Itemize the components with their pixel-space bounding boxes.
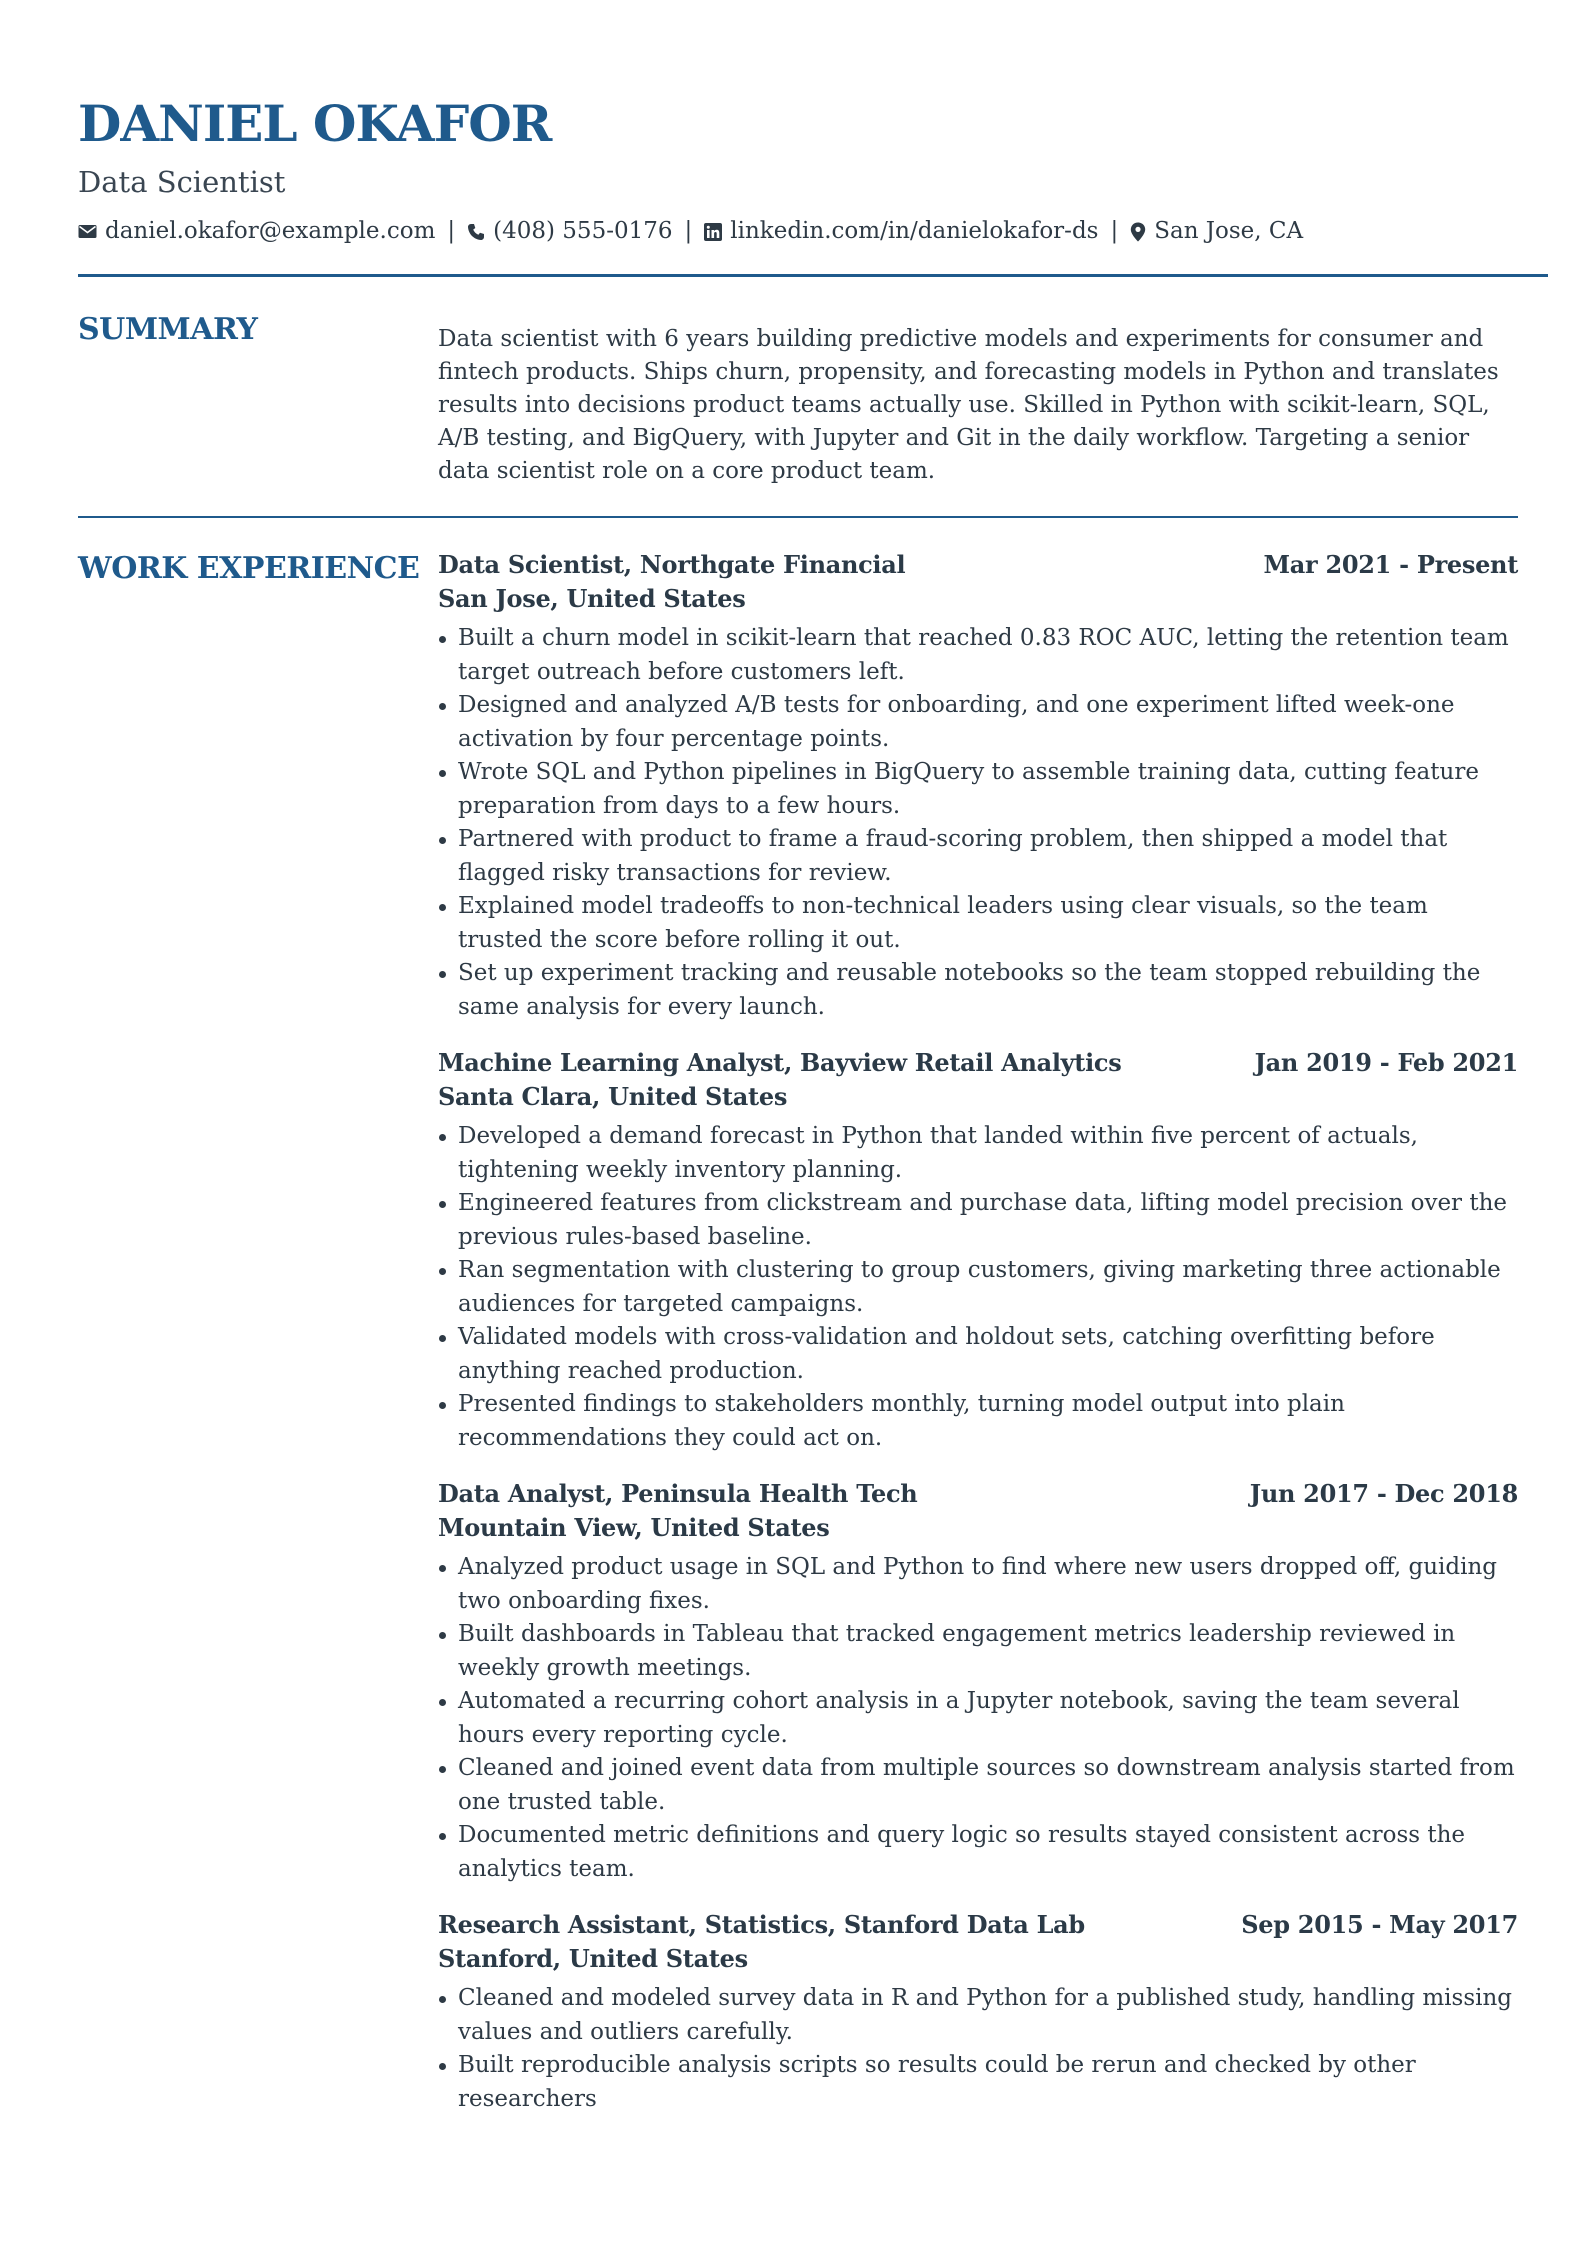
job-dates: Jan 2019 - Feb 2021 bbox=[1254, 1048, 1518, 1077]
job-bullets bbox=[438, 1120, 1518, 1455]
job-bullet: Set up experiment tracking and reusable notebooks so the team stopped rebuilding the same analysis for every launch. bbox=[438, 957, 1518, 1024]
job-bullet: Ran segmentation with clustering to group customers, giving marketing three actionable audiences for targeted campaigns. bbox=[438, 1254, 1518, 1321]
job-location: Stanford, United States bbox=[438, 1944, 748, 1973]
contact-linkedin-text: linkedin.com/in/danielokafor-ds bbox=[730, 217, 1099, 244]
contact-linkedin[interactable] bbox=[704, 218, 1098, 246]
job-bullet: Wrote SQL and Python pipelines in BigQuery to assemble training data, cutting feature preparation from days to a few hours. bbox=[438, 756, 1518, 823]
job-entry bbox=[438, 1046, 1518, 1455]
job-bullets bbox=[438, 622, 1518, 1024]
job-bullet: Analyzed product usage in SQL and Python to find where new users dropped off, guiding two onboarding fixes. bbox=[438, 1551, 1518, 1618]
contact-phone[interactable] bbox=[467, 218, 672, 246]
contact-phone-text: (408) 555-0176 bbox=[493, 217, 673, 244]
job-bullet: Validated models with cross-validation and holdout sets, catching overfitting before anything reached production. bbox=[438, 1321, 1518, 1388]
job-entry bbox=[438, 548, 1518, 1024]
job-bullet: Automated a recurring cohort analysis in a Jupyter notebook, saving the team several hours every reporting cycle. bbox=[438, 1685, 1518, 1752]
contact-email[interactable] bbox=[78, 218, 435, 246]
header-divider bbox=[78, 274, 1548, 277]
job-header bbox=[438, 1908, 1518, 1942]
job-location: San Jose, United States bbox=[438, 584, 746, 613]
contact-location-text: San Jose, CA bbox=[1154, 217, 1304, 244]
contact-location bbox=[1130, 218, 1303, 246]
job-bullet: Developed a demand forecast in Python that landed within five percent of actuals, tightening weekly inventory planning. bbox=[438, 1120, 1518, 1187]
job-bullets bbox=[438, 1551, 1518, 1886]
job-dates: Mar 2021 - Present bbox=[1263, 550, 1518, 579]
contact-email-text: daniel.okafor@example.com bbox=[105, 217, 436, 244]
job-header bbox=[438, 548, 1518, 582]
contact-separator: | bbox=[1110, 217, 1119, 244]
envelope-icon bbox=[78, 224, 97, 239]
job-bullet: Presented findings to stakeholders monthly, turning model output into plain recommendations they could act on. bbox=[438, 1388, 1518, 1455]
job-bullet: Built reproducible analysis scripts so results could be rerun and checked by other researchers bbox=[438, 2049, 1518, 2116]
job-title: Research Assistant, Statistics, Stanford Data Lab bbox=[438, 1910, 1085, 1939]
job-bullet: Built a churn model in scikit-learn that reached 0.83 ROC AUC, letting the retention team target outreach before customers left. bbox=[438, 622, 1518, 689]
job-bullet: Cleaned and modeled survey data in R and Python for a published study, handling missing values and outliers carefully. bbox=[438, 1982, 1518, 2049]
job-header bbox=[438, 1046, 1518, 1080]
resume-header bbox=[78, 96, 1548, 245]
work-experience-list bbox=[438, 548, 1518, 2138]
job-location: Santa Clara, United States bbox=[438, 1082, 788, 1111]
summary-text: Data scientist with 6 years building predictive models and experiments for consumer and fintech products. Ships churn, propensity, and forecasting models in Python and translates results into decisions product teams actually use. Skilled in Python with scikit-learn, SQL, A/B testing, and BigQuery, with Jupyter and Git in the daily workflow. Targeting a senior data scientist role on a core product team. bbox=[438, 326, 1499, 484]
phone-icon bbox=[467, 223, 485, 241]
job-bullet: Built dashboards in Tableau that tracked engagement metrics leadership reviewed in weekly growth meetings. bbox=[438, 1618, 1518, 1685]
job-dates: Jun 2017 - Dec 2018 bbox=[1249, 1479, 1518, 1508]
job-bullet: Partnered with product to frame a fraud-scoring problem, then shipped a model that flagged risky transactions for review. bbox=[438, 823, 1518, 890]
job-header bbox=[438, 1477, 1518, 1511]
contact-line bbox=[78, 218, 1548, 246]
contact-separator: | bbox=[684, 217, 693, 244]
linkedin-icon bbox=[704, 223, 722, 241]
location-pin-icon bbox=[1130, 222, 1146, 242]
job-bullet: Engineered features from clickstream and purchase data, lifting model precision over the previous rules-based baseline. bbox=[438, 1187, 1518, 1254]
job-bullet: Documented metric definitions and query logic so results stayed consistent across the analytics team. bbox=[438, 1819, 1518, 1886]
job-dates: Sep 2015 - May 2017 bbox=[1241, 1910, 1518, 1939]
job-bullet: Explained model tradeoffs to non-technical leaders using clear visuals, so the team trusted the score before rolling it out. bbox=[438, 890, 1518, 957]
job-entry bbox=[438, 1908, 1518, 2116]
job-title: Data Analyst, Peninsula Health Tech bbox=[438, 1479, 918, 1508]
summary-heading: SUMMARY bbox=[78, 312, 258, 347]
section-divider bbox=[78, 516, 1518, 518]
candidate-name: DANIEL OKAFOR bbox=[78, 94, 552, 153]
candidate-title: Data Scientist bbox=[78, 165, 286, 199]
job-title: Machine Learning Analyst, Bayview Retail Analytics bbox=[438, 1048, 1122, 1077]
work-experience-heading: WORK EXPERIENCE bbox=[78, 551, 420, 586]
job-bullets bbox=[438, 1982, 1518, 2116]
job-location: Mountain View, United States bbox=[438, 1513, 830, 1542]
job-bullet: Cleaned and joined event data from multiple sources so downstream analysis started from one trusted table. bbox=[438, 1752, 1518, 1819]
contact-separator: | bbox=[447, 217, 456, 244]
job-entry bbox=[438, 1477, 1518, 1886]
job-title: Data Scientist, Northgate Financial bbox=[438, 550, 906, 579]
job-bullet: Designed and analyzed A/B tests for onboarding, and one experiment lifted week-one activation by four percentage points. bbox=[438, 689, 1518, 756]
